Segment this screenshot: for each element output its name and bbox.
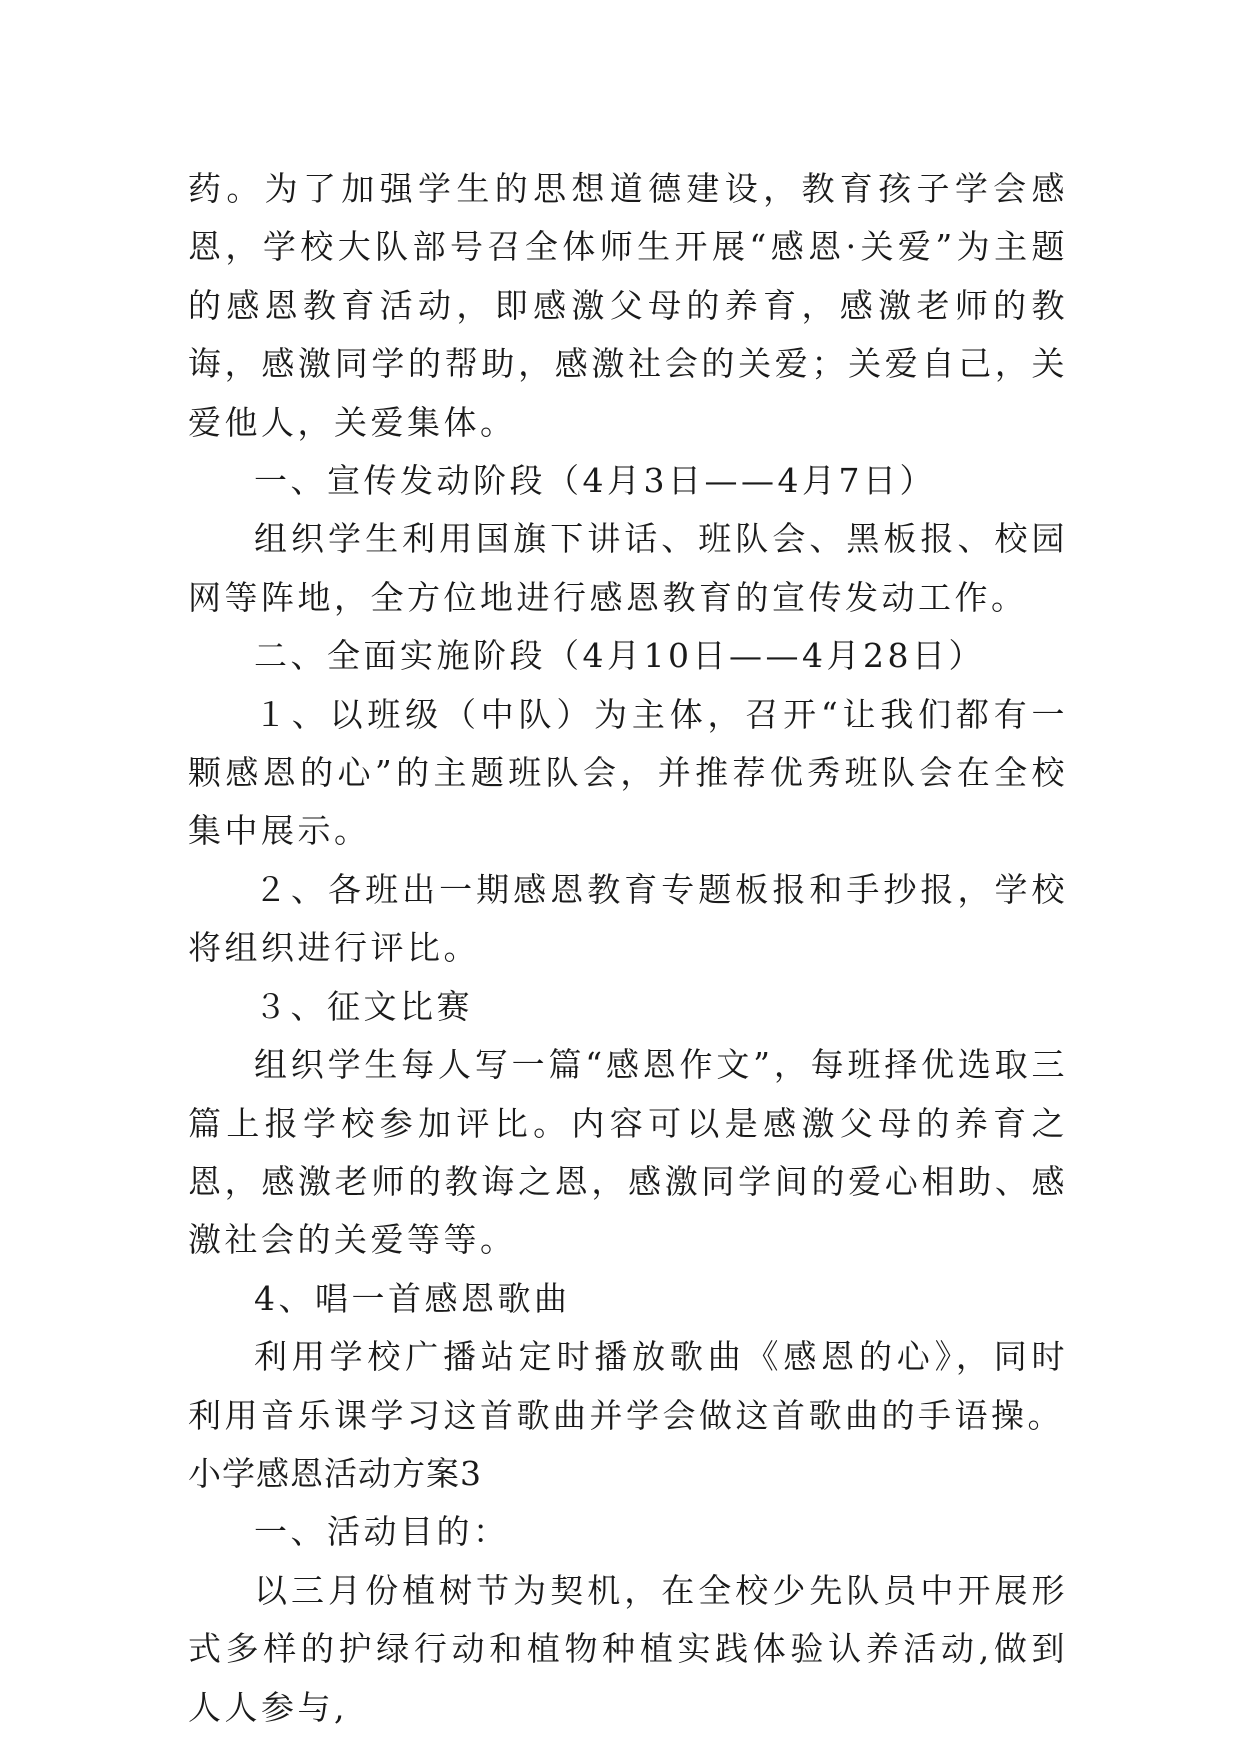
document-section-title: 小学感恩活动方案3 [188, 1453, 482, 1493]
list-item-blackboard: ２、各班出一期感恩教育专题板报和手抄报，学校将组织进行评比。 [188, 869, 1068, 968]
list-item-class-meeting: １、以班级（中队）为主体，召开“让我们都有一颗感恩的心”的主题班队会，并推荐优秀班队会在全校集中展示。 [188, 694, 1068, 851]
list-item-essay-contest: ３、征文比赛 [254, 986, 473, 1026]
paragraph-purpose-detail: 以三月份植树节为契机，在全校少先队员中开展形式多样的护绿行动和植物种植实践体验认养活动,做到人人参与, [188, 1570, 1068, 1727]
paragraph-publicity-detail: 组织学生利用国旗下讲话、班队会、黑板报、校园网等阵地，全方位地进行感恩教育的宣传发动工作。 [188, 519, 1068, 617]
paragraph-essay-detail: 组织学生每人写一篇“感恩作文”，每班择优选取三篇上报学校参加评比。内容可以是感激父母的养育之恩，感激老师的教诲之恩，感激同学间的爱心相助、感激社会的关爱等等。 [188, 1045, 1068, 1260]
paragraph-song-detail: 利用学校广播站定时播放歌曲《感恩的心》，同时利用音乐课学习这首歌曲并学会做这首歌曲的手语操。 [188, 1337, 1068, 1435]
section-heading-purpose: 一、活动目的： [254, 1512, 510, 1552]
section-heading-implementation-stage: 二、全面实施阶段（4月10日——4月28日） [254, 636, 985, 676]
paragraph-intro-continued: 药。为了加强学生的思想道德建设，教育孩子学会感恩，学校大队部号召全体师生开展“感恩·关爱”为主题的感恩教育活动，即感激父母的养育，感激老师的教诲，感激同学的帮助，感激社会的关爱；关爱自己，关爱他人，关爱集体。 [188, 169, 1068, 442]
list-item-song: 4、唱一首感恩歌曲 [254, 1278, 571, 1318]
section-heading-publicity-stage: 一、宣传发动阶段（4月3日——4月7日） [254, 461, 936, 501]
document-body [188, 160, 1068, 1737]
